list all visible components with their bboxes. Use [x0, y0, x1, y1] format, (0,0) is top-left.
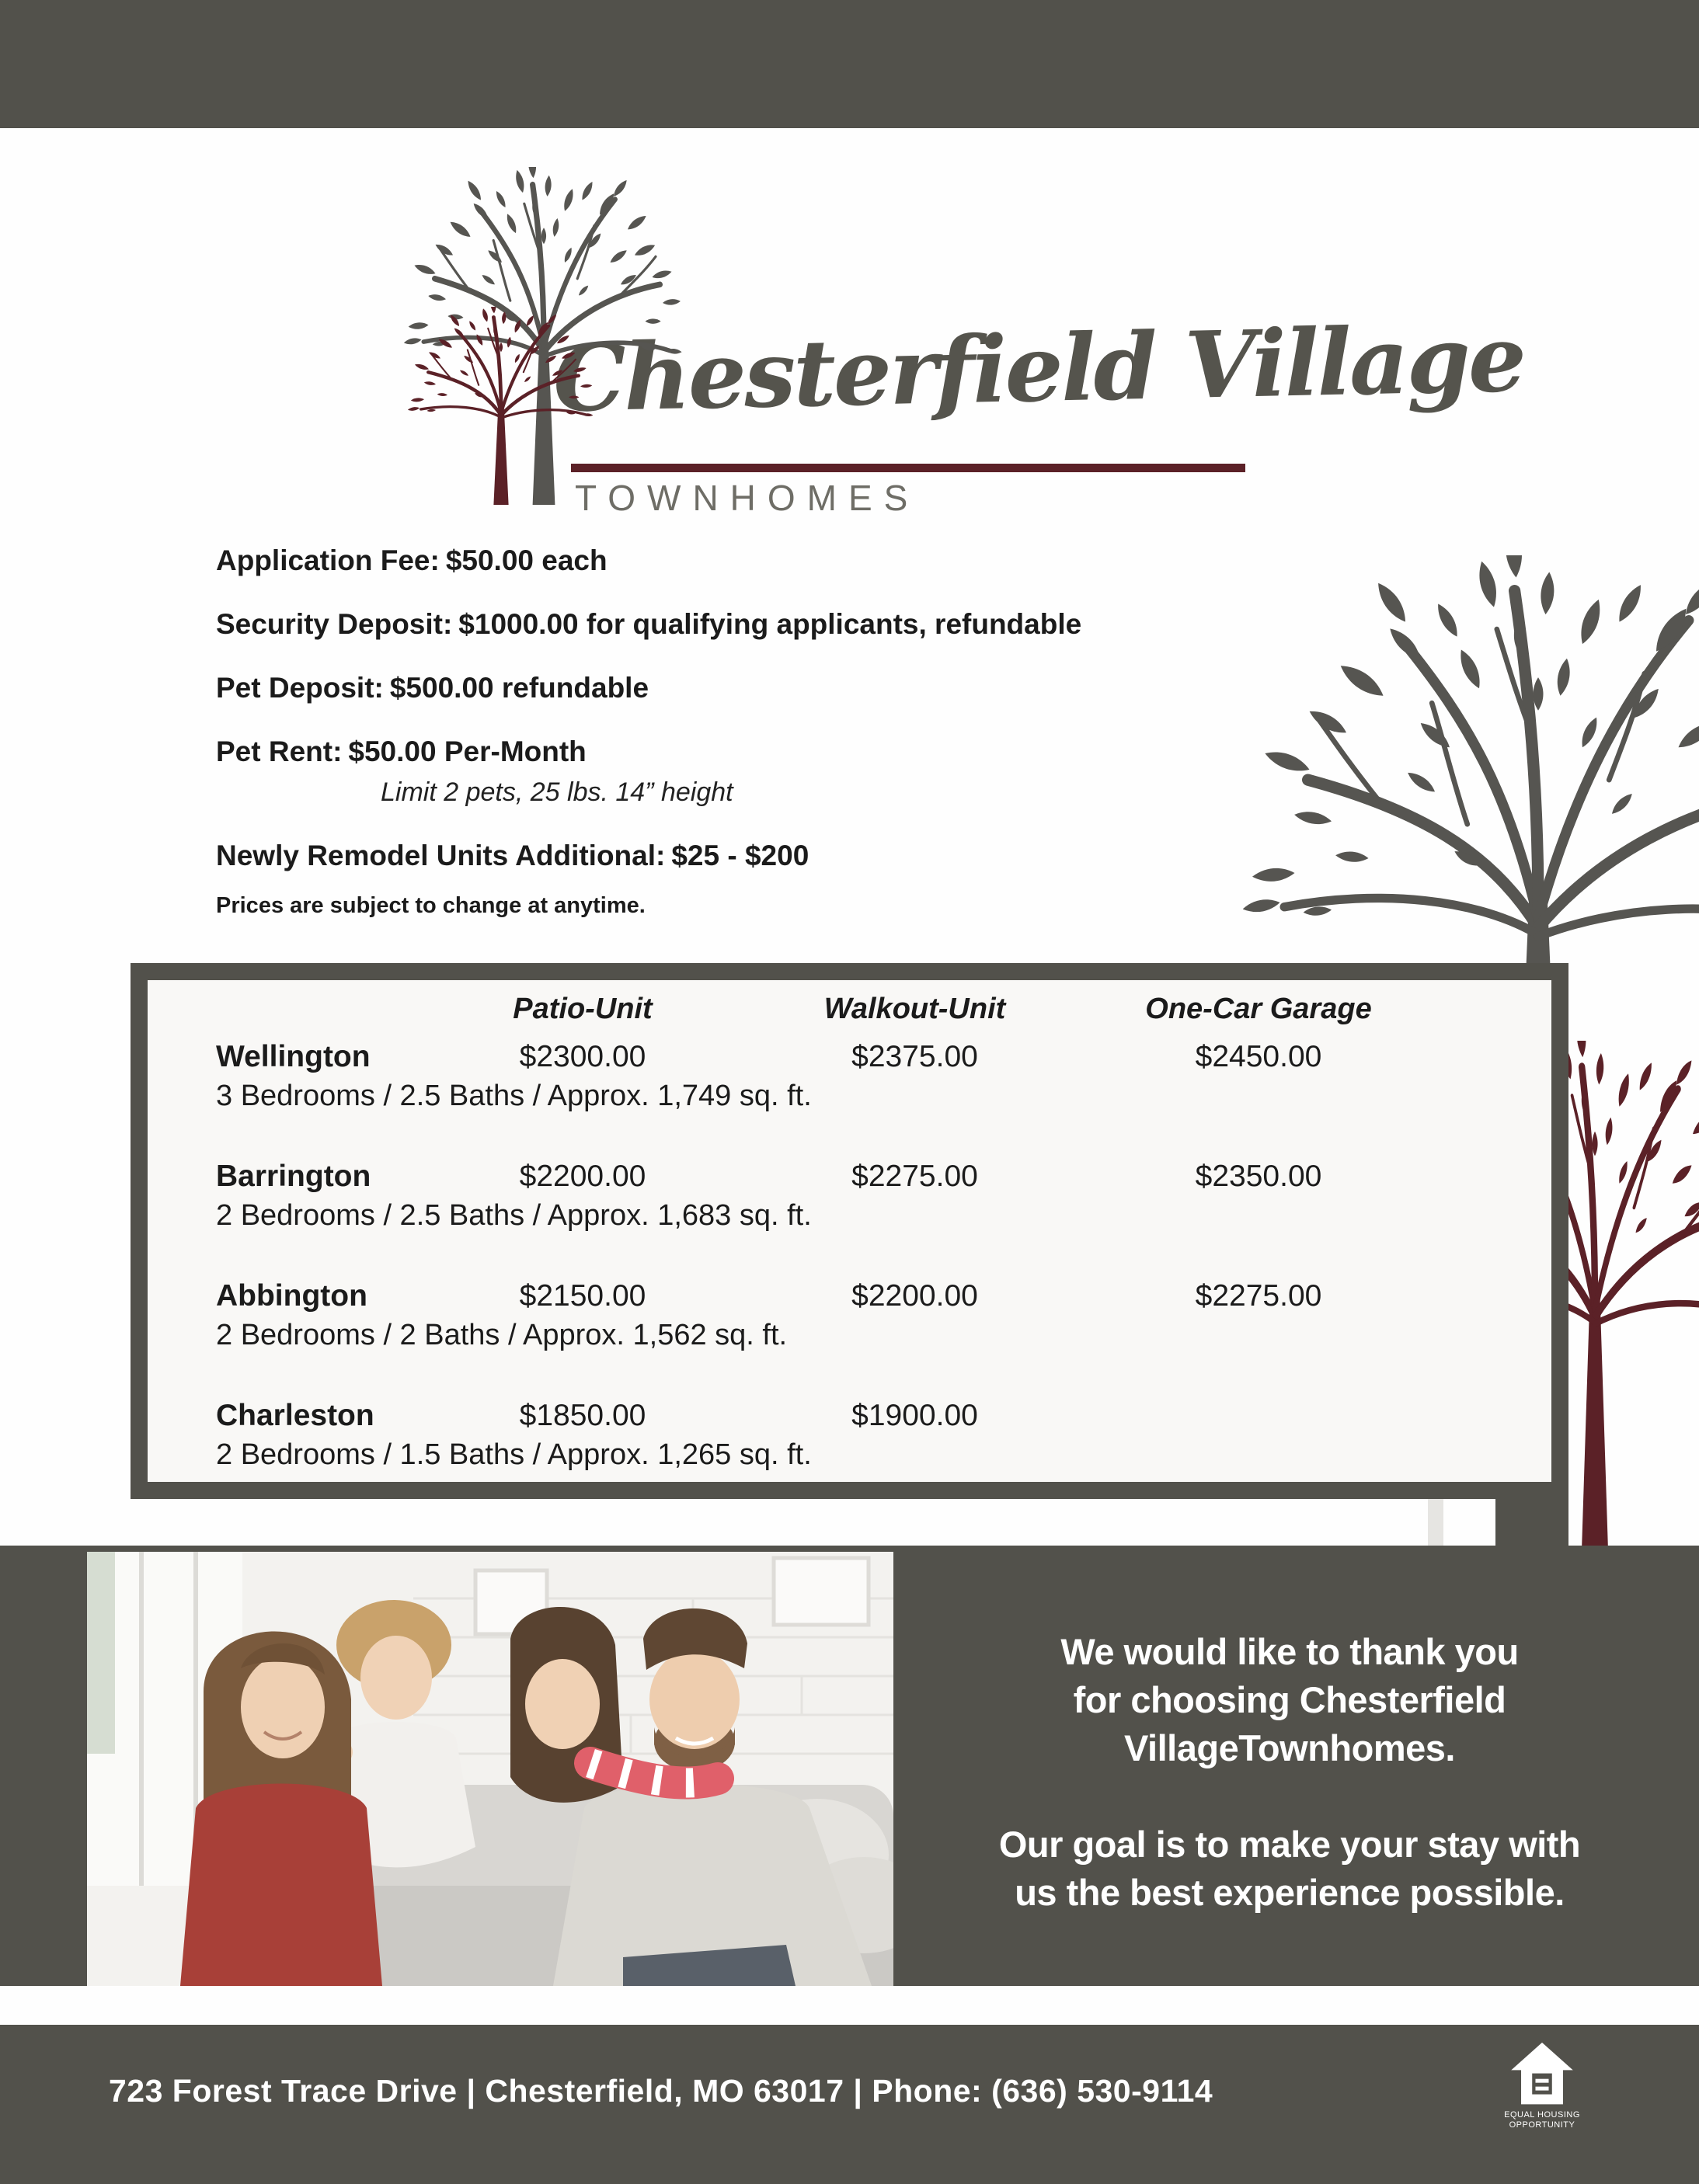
plan-name: Charleston [216, 1399, 374, 1432]
logo-tree-maroon-icon [408, 307, 594, 505]
fee-label: Security Deposit: [216, 608, 453, 640]
thank-you-message [917, 1628, 1662, 1917]
logo-wordmark: Chesterfield Village [552, 304, 1526, 433]
equal-housing-house-icon [1509, 2040, 1575, 2109]
garage-price: $2450.00 [1195, 1040, 1322, 1073]
thank-you-line: us the best experience possible. [1015, 1872, 1565, 1913]
plan-description: 2 Bedrooms / 1.5 Baths / Approx. 1,265 sq. ft. [216, 1438, 812, 1471]
thank-you-line: VillageTownhomes. [1124, 1727, 1455, 1768]
price-disclaimer: Prices are subject to change at anytime. [216, 893, 646, 918]
fee-label: Pet Deposit: [216, 672, 384, 704]
patio-price: $2150.00 [519, 1279, 646, 1313]
logo-subtitle: TOWNHOMES [575, 478, 920, 518]
top-bar [0, 0, 1699, 128]
plan-description: 3 Bedrooms / 2.5 Baths / Approx. 1,749 sq. ft. [216, 1080, 812, 1112]
fee-label: Pet Rent: [216, 736, 343, 767]
thank-you-line: Our goal is to make your stay with [998, 1824, 1581, 1865]
family-photo-illustration [87, 1552, 893, 1986]
family-photo [87, 1552, 893, 1986]
plan-name: Abbington [216, 1279, 367, 1313]
fee-value: $50.00 each [445, 544, 608, 576]
fee-label: Newly Remodel Units Additional: [216, 840, 666, 871]
fee-label: Application Fee: [216, 544, 440, 576]
patio-price: $1850.00 [519, 1399, 646, 1432]
tree-trunk-stub-light [1428, 1499, 1443, 1547]
walkout-price: $2375.00 [851, 1040, 978, 1073]
column-header-patio: Patio-Unit [513, 993, 653, 1025]
pricing-table-header [216, 989, 1528, 1028]
fee-info-section [216, 542, 1381, 920]
plan-name: Wellington [216, 1040, 371, 1073]
fee-line-application [216, 542, 1381, 579]
garage-price: $2275.00 [1195, 1279, 1322, 1313]
fee-value: $500.00 refundable [389, 672, 649, 704]
pet-limit-note: Limit 2 pets, 25 lbs. 14” height [381, 777, 733, 807]
thank-you-paragraph-1 [917, 1628, 1662, 1772]
fee-value: $25 - $200 [671, 840, 809, 871]
fee-line-security [216, 606, 1381, 643]
patio-price: $2200.00 [519, 1160, 646, 1193]
table-row-abbington [216, 1277, 1528, 1316]
plan-description: 2 Bedrooms / 2.5 Baths / Approx. 1,683 sq. ft. [216, 1199, 812, 1232]
column-header-walkout: Walkout-Unit [823, 993, 1006, 1025]
walkout-price: $2275.00 [851, 1160, 978, 1193]
thank-you-paragraph-2 [917, 1821, 1662, 1917]
thank-you-line: for choosing Chesterfield [1073, 1679, 1506, 1720]
walkout-price: $1900.00 [851, 1399, 978, 1432]
patio-price: $2300.00 [519, 1040, 646, 1073]
table-row-barrington [216, 1157, 1528, 1196]
table-row-wellington [216, 1038, 1528, 1076]
footer-address: 723 Forest Trace Drive | Chesterfield, MO 63017 | Phone: (636) 530-9114 [109, 2073, 1213, 2109]
plan-description: 2 Bedrooms / 2 Baths / Approx. 1,562 sq. ft. [216, 1319, 788, 1351]
fee-line-pet-deposit [216, 669, 1381, 707]
fee-line-pet-rent [216, 733, 1381, 770]
equal-housing-caption [1503, 2110, 1581, 2130]
fee-value: $50.00 Per-Month [348, 736, 587, 767]
fee-line-remodel [216, 837, 1381, 875]
equal-housing-logo [1503, 2040, 1581, 2130]
plan-name: Barrington [216, 1160, 371, 1193]
walkout-price: $2200.00 [851, 1279, 978, 1313]
thank-you-line: We would like to thank you [1060, 1631, 1519, 1672]
tree-trunk-stub-dark [1495, 1499, 1568, 1547]
fee-value: $1000.00 for qualifying applicants, refundable [458, 608, 1082, 640]
table-row-charleston [216, 1396, 1528, 1435]
pricing-table [131, 963, 1568, 1499]
thank-you-band [0, 1546, 1699, 1986]
footer-bar [0, 2025, 1699, 2184]
eho-caption-line: EQUAL HOUSING [1504, 2110, 1580, 2120]
eho-caption-line: OPPORTUNITY [1509, 2120, 1575, 2130]
garage-price: $2350.00 [1195, 1160, 1322, 1193]
column-header-garage: One-Car Garage [1145, 993, 1372, 1025]
